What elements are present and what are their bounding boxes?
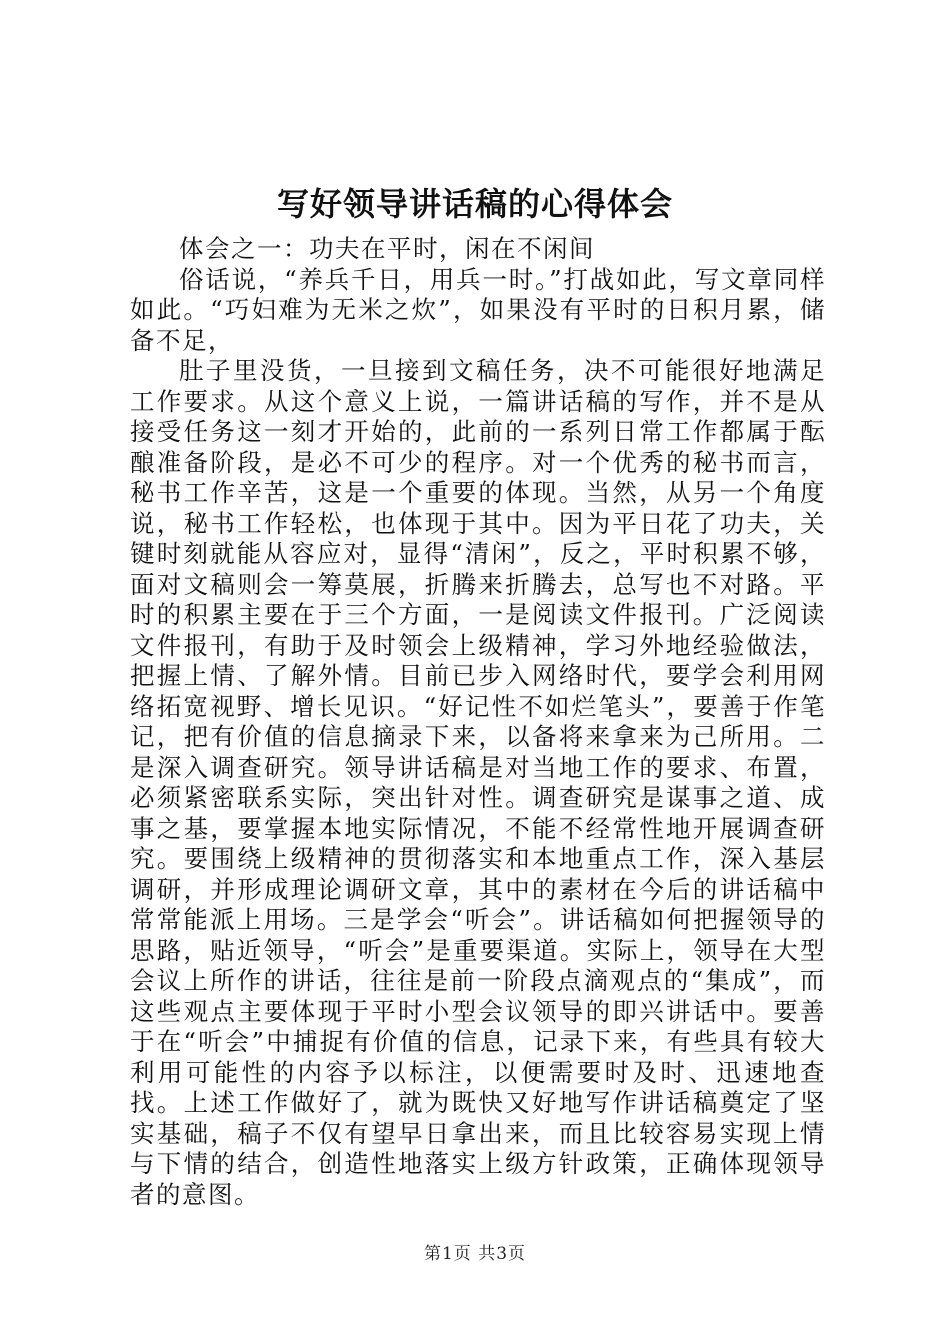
document-body bbox=[130, 234, 826, 1210]
section-heading: 体会之一：功夫在平时，闲在不闲间 bbox=[179, 234, 595, 263]
body-paragraph: 肚子里没货，一旦接到文稿任务，决不可能很好地满足工作要求。从这个意义上说，一篇讲话稿的写作，并不是从接受任务这一刻才开始的，此前的一系列日常工作都属于酝酿准备阶段，是必不可少的程序。对一个优秀的秘书而言，秘书工作辛苦，这是一个重要的体现。当然，从另一个角度说，秘书工作轻松，也体现于其中。因为平日花了功夫，关键时刻就能从容应对，显得“清闲”，反之，平时积累不够，面对文稿则会一筹莫展，折腾来折腾去，总写也不对路。平时的积累主要在于三个方面，一是阅读文件报刊。广泛阅读文件报刊，有助于及时领会上级精神，学习外地经验做法，把握上情、了解外情。目前已步入网络时代，要学会利用网络拓宽视野、增长见识。“好记性不如烂笔头”，要善于作笔记，把有价值的信息摘录下来，以备将来拿来为己所用。二是深入调查研究。领导讲话稿是对当地工作的要求、布置，必须紧密联系实际，突出针对性。调查研究是谋事之道、成事之基，要掌握本地实际情况，不能不经常性地开展调查研究。要围绕上级精神的贯彻落实和本地重点工作，深入基层调研，并形成理论调研文章，其中的素材在今后的讲话稿中常常能派上用场。三是学会“听会”。讲话稿如何把握领导的思路，贴近领导，“听会”是重要渠道。实际上，领导在大型会议上所作的讲话，往往是前一阶段点滴观点的“集成”，而这些观点主要体现于平时小型会议领导的即兴讲话中。要善于在“听会”中捕捉有价值的信息，记录下来，有些具有较大利用可能性的内容予以标注，以便需要时及时、迅速地查找。上述工作做好了，就为既快又好地写作讲话稿奠定了坚实基础，稿子不仅有望早日拿出来，而且比较容易实现上情与下情的结合，创造性地落实上级方针政策，正确体现领导者的意图。 bbox=[130, 356, 826, 1209]
body-paragraph: 俗话说，“养兵千日，用兵一时。”打战如此，写文章同样如此。“巧妇难为无米之炊”，如果没有平时的日积月累，储备不足， bbox=[130, 264, 826, 355]
page-footer: 第1页 共3页 bbox=[423, 1244, 527, 1264]
document-title: 写好领导讲话稿的心得体会 bbox=[276, 185, 673, 223]
